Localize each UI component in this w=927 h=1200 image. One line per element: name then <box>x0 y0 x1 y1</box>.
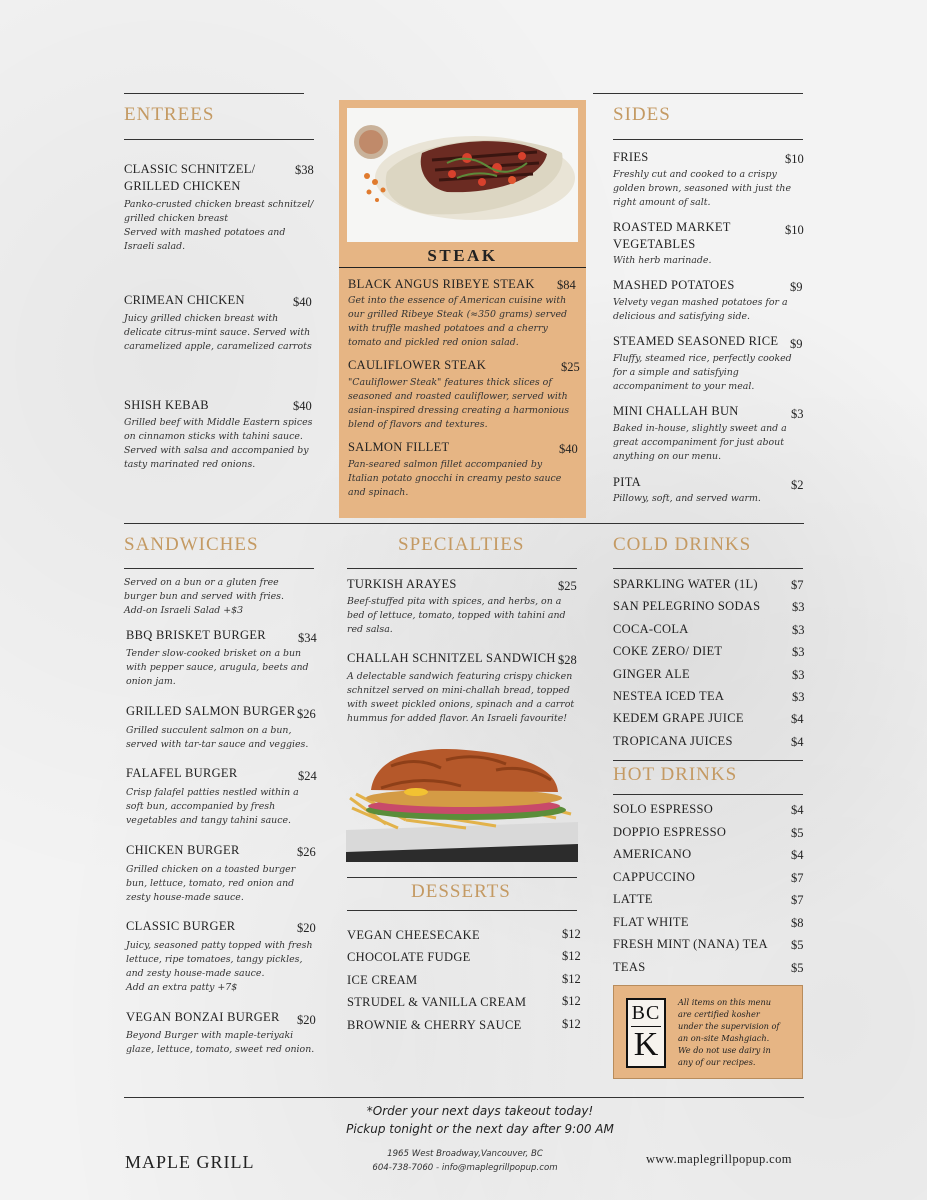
cold-drink-name: TROPICANA JUICES <box>613 734 733 748</box>
side-price: $9 <box>790 337 803 351</box>
order-note-line1: *Order your next days takeout today! <box>366 1104 594 1118</box>
steak-item-price: $40 <box>559 442 578 456</box>
sandwich-price: $24 <box>298 769 317 783</box>
side-name: STEAMED SEASONED RICE <box>613 334 779 348</box>
cold-drink-price: $7 <box>791 578 804 592</box>
dessert-price: $12 <box>562 972 581 986</box>
specialties-title: SPECIALTIES <box>398 534 525 555</box>
kosher-certification <box>613 985 803 1079</box>
side-desc: Velvety vegan mashed potatoes for a delicious and satisfying side. <box>613 297 788 322</box>
side-desc: Baked in-house, slightly sweet and a great accompaniment for just about anything on our menu. <box>613 423 787 462</box>
sandwich-desc: Grilled succulent salmon on a bun, served with tar-tar sauce and veggies. <box>126 725 309 750</box>
side-desc: With herb marinade. <box>613 255 712 266</box>
entree-name: SHISH KEBAB <box>124 398 209 412</box>
hot-drink-price: $5 <box>791 961 804 975</box>
bck-logo-top: BC <box>631 1002 661 1024</box>
sandwich-desc: Juicy, seasoned patty topped with fresh lettuce, ripe tomatoes, tangy pickles, and zesty house-made sauce. Add an extra patty +7$ <box>126 940 313 993</box>
cold-drink-price: $3 <box>792 690 805 704</box>
specialty-desc: A delectable sandwich featuring crispy chicken schnitzel served on mini-challah bread, topped with sweet pickled onions, spinach and a carrot hummus for added flavor. An Israeli favourite! <box>347 671 575 724</box>
side-price: $9 <box>790 280 803 294</box>
brand-name: MAPLE GRILL <box>125 1152 255 1172</box>
side-price: $10 <box>785 152 804 166</box>
entree-desc: Grilled beef with Middle Eastern spices on cinnamon sticks with tahini sauce. Served with salsa and accompanied by tasty marinated red onions. <box>124 417 313 470</box>
cold-drinks-title: COLD DRINKS <box>613 534 752 555</box>
dessert-name: BROWNIE & CHERRY SAUCE <box>347 1018 522 1032</box>
cold-drink-name: COCA-COLA <box>613 622 689 636</box>
hot-drink-price: $7 <box>791 893 804 907</box>
specialty-price: $28 <box>558 653 577 667</box>
hot-drink-name: AMERICANO <box>613 847 692 861</box>
steak-item-price: $25 <box>561 360 580 374</box>
cold-drink-name: NESTEA ICED TEA <box>613 689 725 703</box>
specialty-name: CHALLAH SCHNITZEL SANDWICH <box>347 651 556 665</box>
steak-item-price: $84 <box>557 278 576 292</box>
order-note-line2: Pickup tonight or the next day after 9:00 AM <box>346 1122 614 1136</box>
side-price: $2 <box>791 478 804 492</box>
steak-item-desc: Pan-seared salmon fillet accompanied by Italian potato gnocchi in creamy pesto sauce and spinach. <box>348 459 562 498</box>
dessert-price: $12 <box>562 994 581 1008</box>
specialty-desc: Beef-stuffed pita with spices, and herbs, on a bed of lettuce, tomato, topped with tahini and red salsa. <box>347 596 566 635</box>
cold-drink-name: SPARKLING WATER (1L) <box>613 577 758 591</box>
sandwich-price: $26 <box>297 845 316 859</box>
hot-drink-name: FLAT WHITE <box>613 915 689 929</box>
dessert-name: STRUDEL & VANILLA CREAM <box>347 995 527 1009</box>
steak-item-desc: "Cauliflower Steak" features thick slices of seasoned and roasted cauliflower, served with asian-inspired dressing creating a harmonious blend of flavors and textures. <box>348 377 570 430</box>
entree-name: CLASSIC SCHNITZEL/ GRILLED CHICKEN <box>124 162 256 193</box>
cold-drink-price: $3 <box>792 600 805 614</box>
hot-drink-name: DOPPIO ESPRESSO <box>613 825 727 839</box>
dessert-name: ICE CREAM <box>347 973 418 987</box>
cold-drink-name: GINGER ALE <box>613 667 690 681</box>
bck-kosher-logo <box>626 998 666 1068</box>
side-name: MASHED POTATOES <box>613 278 735 292</box>
side-desc: Fluffy, steamed rice, perfectly cooked for a simple and satisfying accompaniment to your meal. <box>613 353 792 392</box>
cold-drink-price: $3 <box>792 645 805 659</box>
hot-drink-price: $4 <box>791 848 804 862</box>
address: 1965 West Broadway,Vancouver, BC <box>387 1149 543 1159</box>
hot-drink-name: SOLO ESPRESSO <box>613 802 714 816</box>
side-desc: Freshly cut and cooked to a crispy golden brown, seasoned with just the right amount of salt. <box>613 169 791 208</box>
dessert-price: $12 <box>562 1017 581 1031</box>
sandwich-price: $20 <box>297 921 316 935</box>
contact-info[interactable]: 604-738-7060 - info@maplegrillpopup.com <box>372 1163 558 1173</box>
cold-drink-price: $4 <box>791 735 804 749</box>
hot-drink-price: $5 <box>791 938 804 952</box>
steak-item-name: BLACK ANGUS RIBEYE STEAK <box>348 277 535 291</box>
hot-drink-price: $7 <box>791 871 804 885</box>
sandwich-name: CHICKEN BURGER <box>126 843 240 857</box>
hot-drink-name: TEAS <box>613 960 646 974</box>
website-link[interactable]: www.maplegrillpopup.com <box>646 1152 792 1166</box>
dessert-name: VEGAN CHEESECAKE <box>347 928 480 942</box>
dessert-price: $12 <box>562 927 581 941</box>
kosher-text: All items on this menu are certified kosher under the supervision of an on-site Mashgiach. We do not use dairy in any of our recipes. <box>678 997 780 1067</box>
dessert-name: CHOCOLATE FUDGE <box>347 950 471 964</box>
hot-drink-price: $5 <box>791 826 804 840</box>
cold-drink-price: $3 <box>792 668 805 682</box>
sandwiches-intro: Served on a bun or a gluten free burger bun and served with fries. Add-on Israeli Salad +$3 <box>124 577 284 616</box>
hot-drink-name: CAPPUCCINO <box>613 870 696 884</box>
side-name: PITA <box>613 475 641 489</box>
cold-drink-name: SAN PELEGRINO SODAS <box>613 599 761 613</box>
steak-item-name: CAULIFLOWER STEAK <box>348 358 487 372</box>
sandwich-price: $20 <box>297 1013 316 1027</box>
entree-price: $40 <box>293 399 312 413</box>
side-name: ROASTED MARKET VEGETABLES <box>613 220 731 251</box>
sandwich-price: $26 <box>297 707 316 721</box>
entree-name: CRIMEAN CHICKEN <box>124 293 245 307</box>
sandwiches-title: SANDWICHES <box>124 534 259 555</box>
entrees-title: ENTREES <box>124 104 215 125</box>
entree-price: $38 <box>295 163 314 177</box>
hot-drink-price: $4 <box>791 803 804 817</box>
side-price: $10 <box>785 223 804 237</box>
sandwich-price: $34 <box>298 631 317 645</box>
steak-item-desc: Get into the essence of American cuisine with our grilled Ribeye Steak (≈350 grams) served with truffle mashed potatoes and a cherry tomato and pickled red onion salad. <box>348 295 568 348</box>
steak-title: STEAK <box>427 246 498 265</box>
sides-title: SIDES <box>613 104 671 125</box>
sandwich-desc: Grilled chicken on a toasted burger bun, lettuce, tomato, red onion and zesty house-made sauce. <box>126 864 296 903</box>
hot-drinks-title: HOT DRINKS <box>613 764 738 785</box>
steak-photo <box>347 108 578 242</box>
desserts-title: DESSERTS <box>411 881 511 902</box>
cold-drink-price: $3 <box>792 623 805 637</box>
sandwich-name: GRILLED SALMON BURGER <box>126 704 296 718</box>
hot-drink-name: FRESH MINT (NANA) TEA <box>613 937 768 951</box>
specialty-price: $25 <box>558 579 577 593</box>
dessert-price: $12 <box>562 949 581 963</box>
side-price: $3 <box>791 407 804 421</box>
sandwich-desc: Tender slow-cooked brisket on a bun with pepper sauce, arugula, beets and onion jam. <box>126 648 309 687</box>
bck-logo-bottom: K <box>633 1026 659 1063</box>
hot-drink-price: $8 <box>791 916 804 930</box>
side-name: FRIES <box>613 150 649 164</box>
specialty-name: TURKISH ARAYES <box>347 577 457 591</box>
sandwich-name: VEGAN BONZAI BURGER <box>126 1010 280 1024</box>
steak-item-name: SALMON FILLET <box>348 440 450 454</box>
steak-panel <box>339 100 586 518</box>
cold-drink-name: COKE ZERO/ DIET <box>613 644 723 658</box>
sandwich-desc: Crisp falafel patties nestled within a soft bun, accompanied by fresh vegetables and tangy tahini sauce. <box>126 787 299 826</box>
sandwich-desc: Beyond Burger with maple-teriyaki glaze, lettuce, tomato, sweet red onion. <box>126 1030 315 1055</box>
cold-drink-price: $4 <box>791 712 804 726</box>
sandwich-name: BBQ BRISKET BURGER <box>126 628 266 642</box>
side-name: MINI CHALLAH BUN <box>613 404 739 418</box>
side-desc: Pillowy, soft, and served warm. <box>613 493 761 504</box>
entree-desc: Juicy grilled chicken breast with delicate citrus-mint sauce. Served with caramelized apple, caramelized carrots <box>124 313 312 352</box>
entree-desc: Panko-crusted chicken breast schnitzel/ grilled chicken breast Served with mashed potatoes and Israeli salad. <box>124 199 314 252</box>
cold-drink-name: KEDEM GRAPE JUICE <box>613 711 744 725</box>
sandwich-name: CLASSIC BURGER <box>126 919 236 933</box>
hot-drink-name: LATTE <box>613 892 653 906</box>
sandwich-photo <box>346 748 578 862</box>
entree-price: $40 <box>293 295 312 309</box>
sandwich-name: FALAFEL BURGER <box>126 766 238 780</box>
